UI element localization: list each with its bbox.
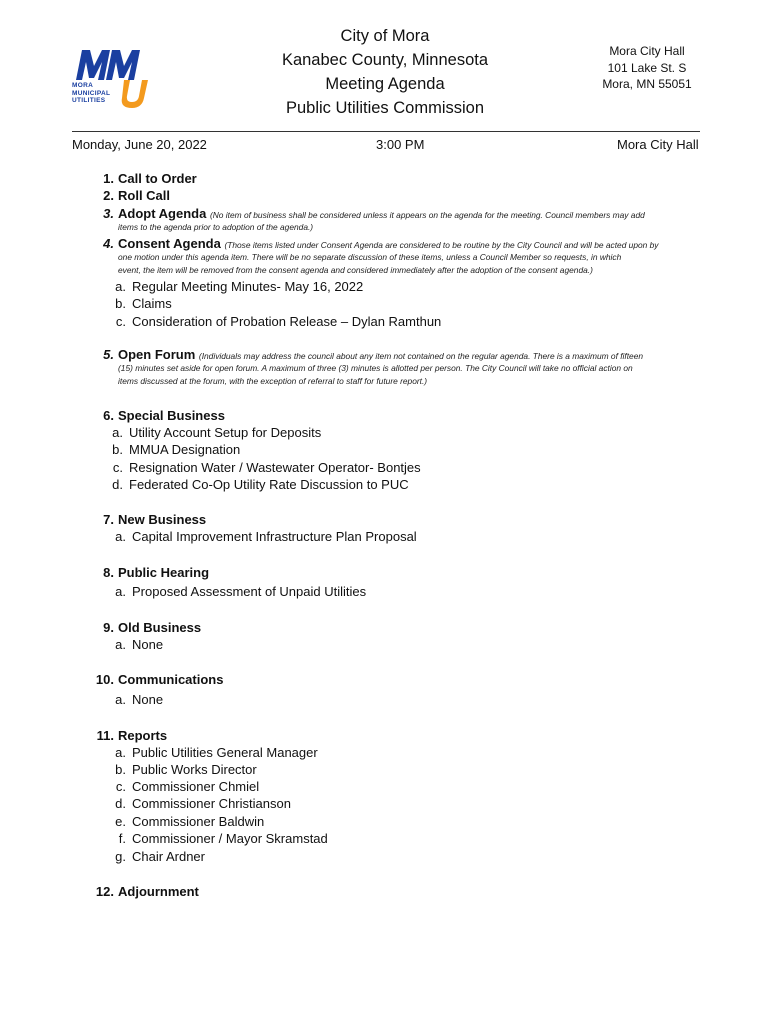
item-number: 1. <box>103 171 114 186</box>
item-title: Special Business <box>118 408 225 423</box>
sub-letter: b. <box>115 762 126 777</box>
item-title: Call to Order <box>118 171 197 186</box>
item-note: items to the agenda prior to adoption of the agenda.) <box>118 222 314 232</box>
sub-text: Commissioner / Mayor Skramstad <box>132 831 328 846</box>
item-title: Public Hearing <box>118 565 210 580</box>
meeting-location: Mora City Hall <box>617 137 699 152</box>
item-note: items discussed at the forum, with the exception of referral to staff for future report.) <box>118 376 428 386</box>
sub-text: Consideration of Probation Release – Dylan Ramthun <box>132 314 442 329</box>
sub-letter: g. <box>115 849 126 864</box>
sub-letter: b. <box>112 442 123 457</box>
title-line: Meeting Agenda <box>325 75 445 93</box>
item-number: 7. <box>103 512 114 527</box>
item-number: 9. <box>103 620 114 635</box>
sub-text: Utility Account Setup for Deposits <box>129 425 322 440</box>
item-title: Reports <box>118 728 168 743</box>
item-number: 5. <box>103 347 114 362</box>
sub-letter: c. <box>112 460 123 475</box>
sub-text: Commissioner Chmiel <box>132 779 260 794</box>
item-title: Roll Call <box>118 188 171 203</box>
address-line: Mora, MN 55051 <box>602 77 692 91</box>
sub-text: Chair Ardner <box>132 849 205 864</box>
item-number: 4. <box>103 236 114 251</box>
meeting-date: Monday, June 20, 2022 <box>72 137 207 152</box>
item-note: one motion under this agenda item. There will be no separate discussion of these items, unless a Council Member so requests, in which <box>118 252 622 262</box>
logo-line-1: MORA <box>72 82 94 89</box>
sub-item <box>106 691 163 708</box>
sub-letter: c. <box>115 779 126 794</box>
sub-item <box>106 636 163 653</box>
sub-item <box>106 528 417 545</box>
sub-text: Commissioner Baldwin <box>132 814 265 829</box>
sub-item <box>106 761 257 778</box>
item-number: 2. <box>103 188 114 203</box>
sub-letter: a. <box>115 637 126 652</box>
logo-line-3: UTILITIES <box>72 97 106 104</box>
address-line: Mora City Hall <box>609 44 685 58</box>
sub-letter: b. <box>115 296 126 311</box>
item-note: event, the item will be removed from the consent agenda and considered immediately after the adoption of the consent agenda.) <box>118 265 593 275</box>
item-title: Open Forum <box>118 347 196 362</box>
sub-item <box>106 313 441 330</box>
item-note: (15) minutes set aside for open forum. A maximum of three (3) minutes is allotted per person. The City Council will take no official action on <box>118 363 633 373</box>
sub-item <box>106 778 259 795</box>
sub-item <box>106 744 318 761</box>
sub-letter: a. <box>115 692 126 707</box>
sub-item <box>106 848 205 865</box>
header-divider <box>72 131 700 132</box>
title-line: City of Mora <box>340 27 430 45</box>
meeting-time: 3:00 PM <box>376 137 425 152</box>
item-note: (No item of business shall be considered unless it appears on the agenda for the meeting. Council members may add <box>209 210 645 220</box>
sub-text: Federated Co-Op Utility Rate Discussion to PUC <box>129 477 409 492</box>
page-title <box>250 24 520 120</box>
sub-text: MMUA Designation <box>129 442 241 457</box>
item-number: 3. <box>103 206 114 221</box>
sub-text: Capital Improvement Infrastructure Plan Proposal <box>132 529 417 544</box>
sub-letter: f. <box>118 831 126 846</box>
sub-text: Public Utilities General Manager <box>132 745 318 760</box>
item-number: 12. <box>95 884 114 899</box>
sub-text: Resignation Water / Wastewater Operator- Bontjes <box>129 460 421 475</box>
sub-text: None <box>132 692 164 707</box>
item-note: (Individuals may address the council about any item not contained on the regular agenda. There is a maximum of fifteen <box>198 351 644 361</box>
sub-letter: a. <box>112 425 123 440</box>
item-title: Consent Agenda <box>118 236 221 251</box>
item-title: Old Business <box>118 620 202 635</box>
sub-item <box>106 583 366 600</box>
logo-line-2: MUNICIPAL <box>72 89 111 97</box>
sub-item <box>103 459 421 476</box>
item-number: 8. <box>103 565 114 580</box>
title-line: Public Utilities Commission <box>285 99 485 117</box>
sub-text: Claims <box>132 296 172 311</box>
item-number: 6. <box>103 408 114 423</box>
sub-item <box>103 441 240 458</box>
sub-letter: d. <box>115 796 126 811</box>
sub-item <box>103 424 321 441</box>
sub-text: None <box>132 637 164 652</box>
sub-text: Public Works Director <box>132 762 257 777</box>
sub-item <box>103 476 409 493</box>
sub-letter: a. <box>115 745 126 760</box>
item-note: (Those items listed under Consent Agenda are considered to be routine by the City Council and will be acted upon by <box>224 240 659 250</box>
logo-wordmark <box>72 82 110 105</box>
item-title: Communications <box>118 672 224 687</box>
sub-letter: a. <box>115 584 126 599</box>
address-block <box>592 43 702 93</box>
sub-text: Proposed Assessment of Unpaid Utilities <box>132 584 367 599</box>
address-line: 101 Lake St. S <box>607 60 687 75</box>
item-title: Adjournment <box>118 884 199 899</box>
title-line: Kanabec County, Minnesota <box>281 51 489 69</box>
sub-letter: e. <box>115 814 126 829</box>
item-number: 10. <box>95 672 114 687</box>
sub-letter: d. <box>112 477 123 492</box>
sub-item <box>106 813 264 830</box>
item-number: 11. <box>96 728 114 743</box>
sub-text: Regular Meeting Minutes- May 16, 2022 <box>132 279 364 294</box>
sub-letter: c. <box>115 314 126 329</box>
sub-text: Commissioner Christianson <box>132 796 291 811</box>
sub-item <box>106 295 172 312</box>
sub-letter: a. <box>115 279 126 294</box>
sub-item <box>106 278 363 295</box>
sub-item <box>106 795 291 812</box>
item-title: Adopt Agenda <box>118 206 207 221</box>
sub-letter: a. <box>115 529 126 544</box>
sub-item <box>106 830 328 847</box>
item-title: New Business <box>118 512 207 527</box>
